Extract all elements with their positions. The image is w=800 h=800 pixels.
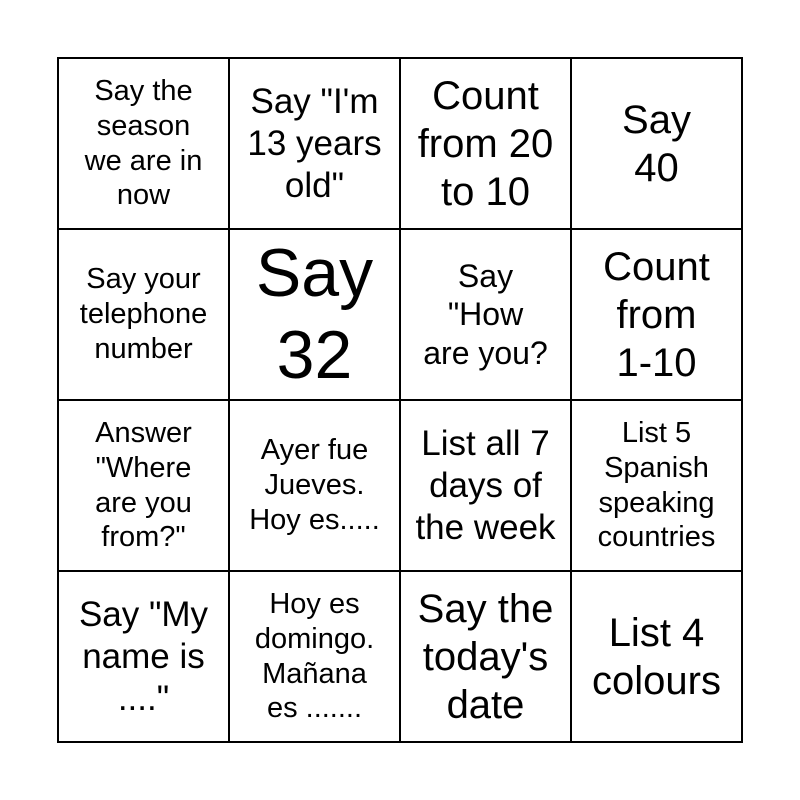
cell-text: Say 40 — [622, 97, 691, 190]
bingo-cell[interactable] — [400, 400, 571, 571]
bingo-cell[interactable] — [400, 58, 571, 229]
cell-text: Ayer fue Jueves. Hoy es..... — [249, 434, 380, 536]
bingo-cell[interactable] — [58, 400, 229, 571]
cell-text: Say the season we are in now — [84, 74, 203, 212]
cell-text: List all 7 days of the week — [415, 423, 556, 547]
cell-text: Answer "Where are you from?" — [95, 416, 192, 554]
bingo-cell[interactable] — [229, 400, 400, 571]
bingo-cell[interactable] — [400, 229, 571, 400]
bingo-cell[interactable] — [58, 229, 229, 400]
cell-text: List 4 colours — [592, 610, 721, 703]
bingo-cell[interactable] — [571, 58, 742, 229]
bingo-cell[interactable] — [571, 571, 742, 742]
cell-text: Count from 20 to 10 — [417, 73, 554, 214]
cell-text: Count from 1-10 — [603, 244, 710, 385]
cell-text: Say 32 — [255, 234, 374, 393]
bingo-cell[interactable] — [571, 229, 742, 400]
bingo-cell[interactable] — [58, 58, 229, 229]
cell-text: Say "How are you? — [423, 257, 548, 371]
bingo-cell[interactable] — [571, 400, 742, 571]
bingo-cell[interactable] — [229, 229, 400, 400]
bingo-cell[interactable] — [58, 571, 229, 742]
bingo-cell[interactable] — [229, 58, 400, 229]
cell-text: List 5 Spanish speaking countries — [597, 416, 716, 554]
bingo-board — [57, 57, 743, 743]
bingo-cell[interactable] — [400, 571, 571, 742]
cell-text: Say "My name is ...." — [78, 594, 209, 718]
cell-text: Say "I'm 13 years old" — [247, 81, 382, 205]
bingo-cell[interactable] — [229, 571, 400, 742]
cell-text: Hoy es domingo. Mañana es ....... — [254, 587, 375, 725]
cell-text: Say your telephone number — [79, 263, 208, 365]
cell-text: Say the today's date — [417, 586, 554, 727]
